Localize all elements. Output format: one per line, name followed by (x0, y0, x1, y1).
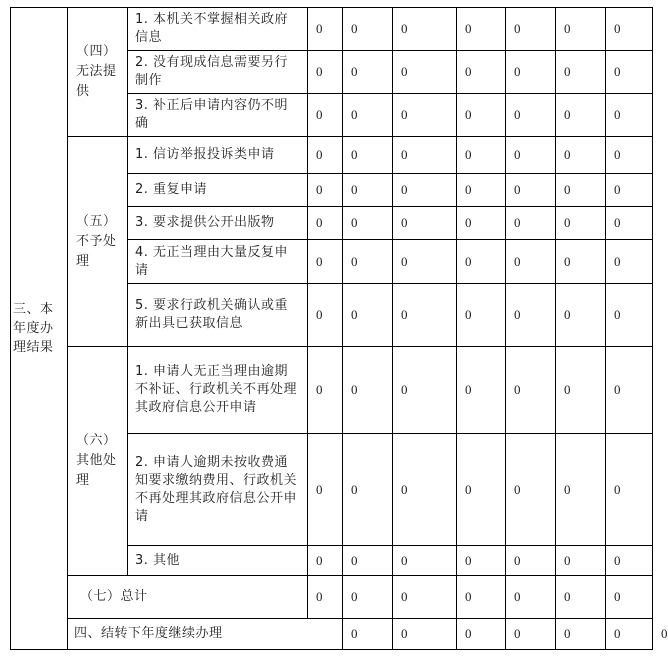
value-cell: 0 (308, 8, 343, 51)
value-cell: 0 (506, 434, 556, 546)
value-cell: 0 (308, 347, 343, 434)
value-cell: 0 (457, 51, 506, 94)
value-cell: 0 (393, 434, 457, 546)
value-cell: 0 (556, 284, 606, 347)
table-row (11, 8, 653, 51)
value-cell: 0 (343, 576, 393, 619)
value-cell: 0 (393, 546, 457, 576)
item-label: 4. 无正当理由大量反复申请 (128, 240, 308, 284)
value-cell: 0 (308, 174, 343, 207)
value-cell: 0 (457, 8, 506, 51)
value-cell: 0 (506, 51, 556, 94)
value-cell: 0 (506, 284, 556, 347)
value-cell: 0 (506, 347, 556, 434)
value-cell: 0 (506, 174, 556, 207)
item-label: 1. 申请人无正当理由逾期不补证、行政机关不再处理其政府信息公开申请 (128, 347, 308, 434)
table-row (11, 576, 653, 619)
value-cell: 0 (606, 619, 653, 650)
value-cell: 0 (308, 434, 343, 546)
value-cell: 0 (556, 619, 606, 650)
value-cell: 0 (606, 8, 653, 51)
value-cell: 0 (343, 240, 393, 284)
value-cell: 0 (606, 576, 653, 619)
value-cell: 0 (343, 546, 393, 576)
value-cell: 0 (556, 94, 606, 137)
value-cell: 0 (308, 284, 343, 347)
total-label: （七）总计 (68, 576, 308, 619)
value-cell: 0 (393, 51, 457, 94)
value-cell: 0 (457, 94, 506, 137)
value-cell: 0 (606, 284, 653, 347)
table-row (11, 137, 653, 174)
category-label: 三、本年度办理结果 (11, 8, 68, 650)
value-cell: 0 (343, 8, 393, 51)
value-cell: 0 (393, 619, 457, 650)
item-label: 3. 要求提供公开出版物 (128, 207, 308, 240)
value-cell: 0 (506, 240, 556, 284)
table-row: 四、结转下年度继续办理 0 0 0 0 0 0 0 (11, 619, 653, 650)
value-cell: 0 (393, 207, 457, 240)
value-cell: 0 (606, 137, 653, 174)
value-cell: 0 (457, 207, 506, 240)
value-cell: 0 (556, 347, 606, 434)
group-label-6: （六）其他处理 (68, 347, 128, 576)
value-cell: 0 (308, 240, 343, 284)
value-cell: 0 (343, 284, 393, 347)
value-cell: 0 (308, 51, 343, 94)
value-cell: 0 (506, 619, 556, 650)
value-cell: 0 (393, 284, 457, 347)
value-cell: 0 (457, 137, 506, 174)
value-cell: 0 (606, 546, 653, 576)
value-cell: 0 (556, 240, 606, 284)
value-cell: 0 (606, 240, 653, 284)
value-cell: 0 (308, 576, 343, 619)
value-cell: 0 (506, 8, 556, 51)
value-cell: 0 (343, 207, 393, 240)
item-label: 1. 本机关不掌握相关政府信息 (128, 8, 308, 51)
value-cell: 0 (393, 8, 457, 51)
value-cell: 0 (308, 137, 343, 174)
item-label: 5. 要求行政机关确认或重新出具已获取信息 (128, 284, 308, 347)
value-cell: 0 (457, 347, 506, 434)
value-cell: 0 (556, 8, 606, 51)
value-cell: 0 (343, 94, 393, 137)
value-cell: 0 (556, 207, 606, 240)
value-cell: 0 (393, 94, 457, 137)
group-label-5: （五）不予处理 (68, 137, 128, 347)
value-cell: 0 (343, 434, 393, 546)
value-cell: 0 (457, 174, 506, 207)
value-cell: 0 (457, 284, 506, 347)
table-row (11, 347, 653, 434)
group-label-4: （四）无法提供 (68, 8, 128, 137)
value-cell: 0 (457, 576, 506, 619)
value-cell: 0 (343, 137, 393, 174)
value-cell: 0 (556, 546, 606, 576)
value-cell: 0 (457, 434, 506, 546)
item-label: 3. 补正后申请内容仍不明确 (128, 94, 308, 137)
value-cell: 0 (606, 207, 653, 240)
value-cell: 0 (556, 174, 606, 207)
value-cell: 0 (393, 347, 457, 434)
value-cell: 0 (393, 137, 457, 174)
value-cell: 0 (343, 51, 393, 94)
value-cell: 0 (308, 546, 343, 576)
value-cell: 0 (308, 207, 343, 240)
results-table (10, 7, 668, 650)
item-label: 2. 重复申请 (128, 174, 308, 207)
value-cell: 0 (506, 94, 556, 137)
value-cell: 0 (343, 347, 393, 434)
value-cell: 0 (606, 347, 653, 434)
value-cell: 0 (343, 619, 393, 650)
value-cell: 0 (393, 576, 457, 619)
value-cell: 0 (506, 576, 556, 619)
value-cell: 0 (308, 94, 343, 137)
carryover-label: 四、结转下年度继续办理 (68, 619, 343, 650)
value-cell: 0 (606, 434, 653, 546)
value-cell: 0 (606, 51, 653, 94)
item-label: 1. 信访举报投诉类申请 (128, 137, 308, 174)
item-label: 2. 没有现成信息需要另行制作 (128, 51, 308, 94)
value-cell: 0 (457, 240, 506, 284)
value-cell: 0 (556, 137, 606, 174)
value-cell: 0 (606, 94, 653, 137)
value-cell: 0 (506, 207, 556, 240)
value-cell: 0 (556, 434, 606, 546)
value-cell: 0 (393, 174, 457, 207)
value-cell: 0 (343, 174, 393, 207)
value-cell: 0 (457, 546, 506, 576)
item-label: 2. 申请人逾期未按收费通知要求缴纳费用、行政机关不再处理其政府信息公开申请 (128, 434, 308, 546)
value-cell: 0 (506, 137, 556, 174)
item-label: 3. 其他 (128, 546, 308, 576)
value-cell: 0 (556, 576, 606, 619)
value-cell: 0 (457, 619, 506, 650)
value-cell: 0 (506, 546, 556, 576)
value-cell: 0 (393, 240, 457, 284)
value-cell: 0 (556, 51, 606, 94)
value-cell: 0 (606, 174, 653, 207)
